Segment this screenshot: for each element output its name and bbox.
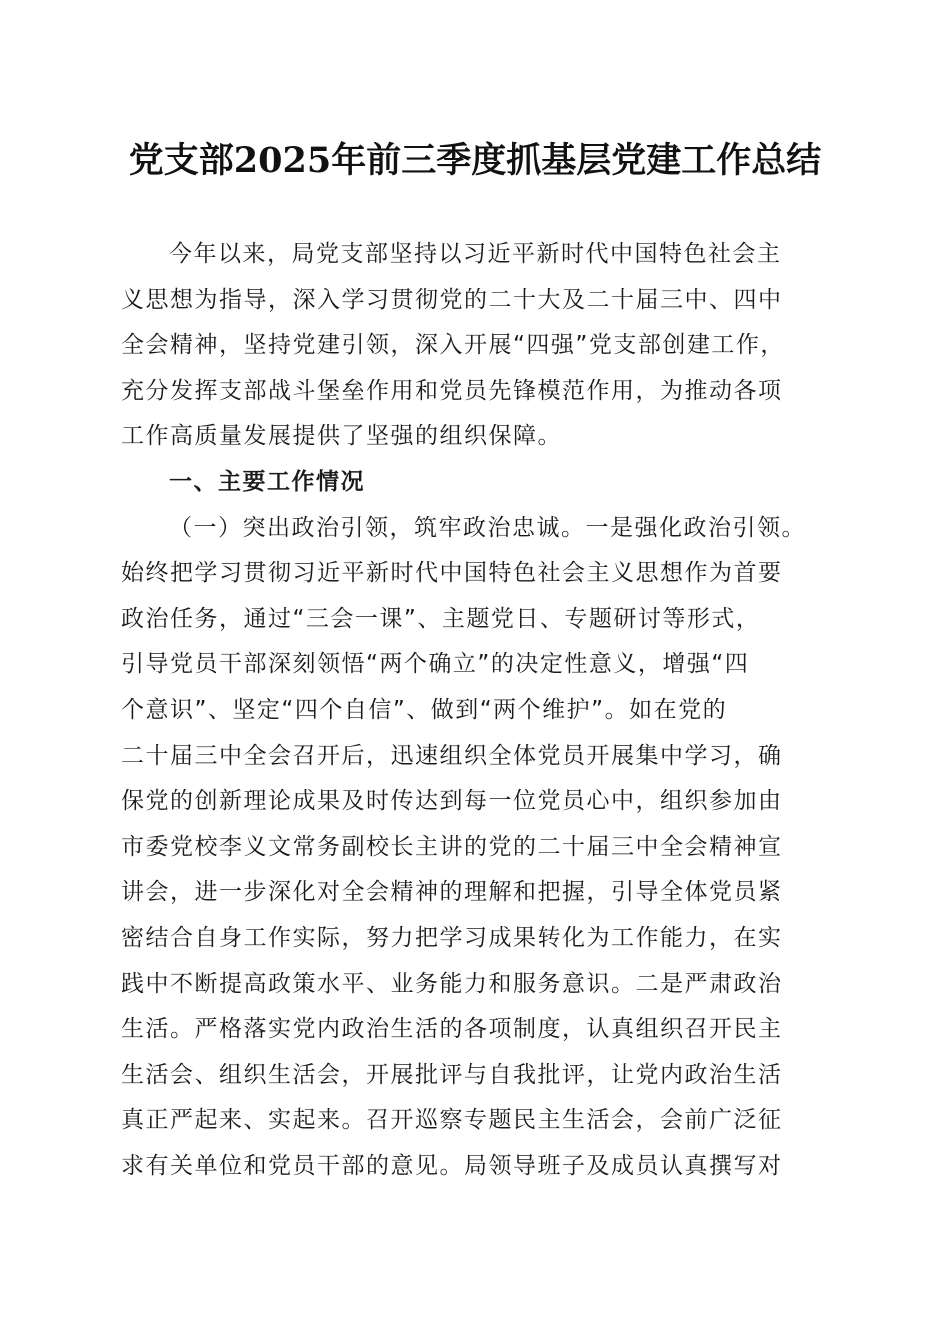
body-line: 今年以来，局党支部坚持以习近平新时代中国特色社会主 xyxy=(169,241,782,267)
body-line: 践中不断提高政策水平、业务能力和服务意识。二是严肃政治 xyxy=(121,970,783,997)
body-line: 生活会、组织生活会，开展批评与自我批评，让党内政治生活 xyxy=(121,1061,783,1088)
body-line: 引导党员干部深刻领悟“两个确立”的决定性意义，增强“四 xyxy=(121,651,750,678)
body-line: 工作高质量发展提供了坚强的组织保障。 xyxy=(121,423,562,450)
body-line: （一）突出政治引领，筑牢政治忠诚。一是强化政治引领。 xyxy=(169,514,806,541)
body-line: 二十届三中全会召开后，迅速组织全体党员开展集中学习，确 xyxy=(121,742,783,769)
body-line: 政治任务，通过“三会一课”、主题党日、专题研讨等形式， xyxy=(121,605,761,632)
body-line: 真正严起来、实起来。召开巡察专题民主生活会，会前广泛征 xyxy=(121,1107,783,1134)
body-line: 全会精神，坚持党建引领，深入开展“四强”党支部创建工作， xyxy=(121,332,785,359)
body-line: 生活。严格落实党内政治生活的各项制度，认真组织召开民主 xyxy=(121,1016,783,1043)
body-line: 始终把学习贯彻习近平新时代中国特色社会主义思想作为首要 xyxy=(121,560,783,587)
body-line: 求有关单位和党员干部的意见。局领导班子及成员认真撰写对 xyxy=(121,1152,783,1179)
document-title: 党支部2025年前三季度抓基层党建工作总结 xyxy=(128,140,822,181)
body-line: 充分发挥支部战斗堡垒作用和党员先锋模范作用，为推动各项 xyxy=(121,377,783,404)
body-line: 讲会，进一步深化对全会精神的理解和把握，引导全体党员紧 xyxy=(121,879,783,906)
body-line: 密结合自身工作实际，努力把学习成果转化为工作能力，在实 xyxy=(121,924,783,951)
body-line: 个意识”、坚定“四个自信”、做到“两个维护”。如在党的 xyxy=(121,696,728,723)
body-line: 市委党校李义文常务副校长主讲的党的二十届三中全会精神宣 xyxy=(121,833,783,860)
document-body xyxy=(121,232,833,1189)
section-heading: 一、主要工作情况 xyxy=(169,468,365,495)
body-line: 保党的创新理论成果及时传达到每一位党员心中，组织参加由 xyxy=(121,788,783,815)
body-line: 义思想为指导，深入学习贯彻党的二十大及二十届三中、四中 xyxy=(121,286,783,313)
